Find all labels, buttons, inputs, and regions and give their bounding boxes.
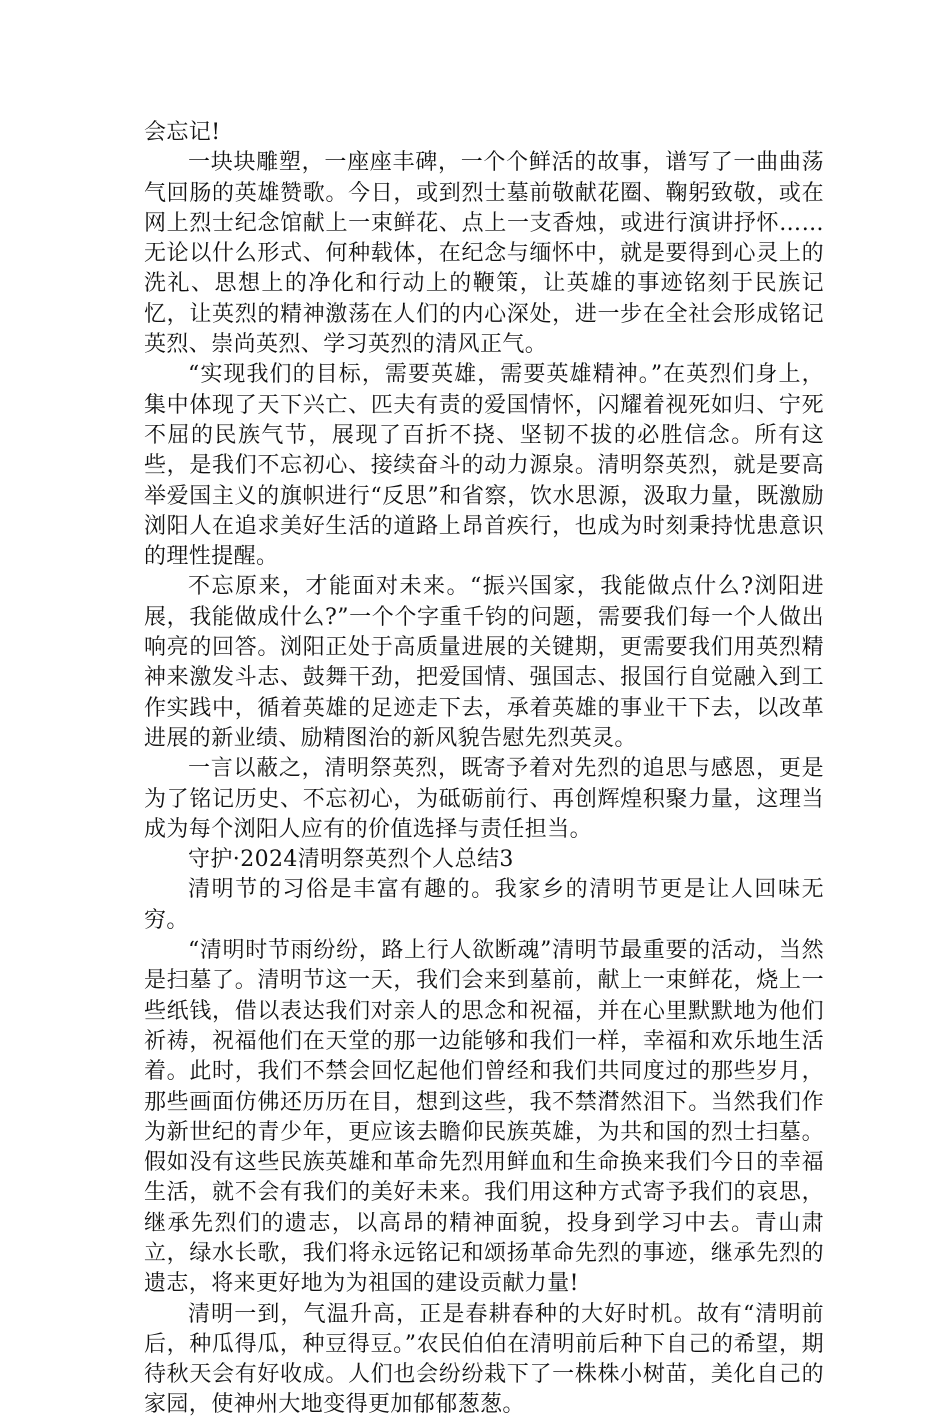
paragraph-future: 不忘原来，才能面对未来。“振兴国家，我能做点什么?浏阳进展，我能做成什么?”一个个字重千钧的问题，需要我们每一个人做出响亮的回答。浏阳正处于高质量进展的关键期，更需要我们用英烈精神来激发斗志、鼓舞干劲，把爱国情、强国志、报国行自觉融入到工作实践中，循着英雄的足迹走下去，承着英雄的事业干下去，以改革进展的新业绩、励精图治的新风貌告慰先烈英灵。 — [144, 574, 824, 751]
paragraph-continuation: 会忘记! — [144, 120, 221, 145]
paragraph-conclusion: 一言以蔽之，清明祭英烈，既寄予着对先烈的追思与感恩，更是为了铭记历史、不忘初心，为砥砺前行、再创辉煌积聚力量，这理当成为每个浏阳人应有的价值选择与责任担当。 — [144, 756, 824, 842]
document-body — [144, 118, 824, 1421]
paragraph-monuments: 一块块雕塑，一座座丰碑，一个个鲜活的故事，谱写了一曲曲荡气回肠的英雄赞歌。今日，或到烈士墓前敬献花圈、鞠躬致敬，或在网上烈士纪念馆献上一束鲜花、点上一支香烛，或进行演讲抒怀……无论以什么形式、何种载体，在纪念与缅怀中，就是要得到心灵上的洗礼、思想上的净化和行动上的鞭策，让英雄的事迹铭刻于民族记忆，让英烈的精神激荡在人们的内心深处，进一步在全社会形成铭记英烈、崇尚英烈、学习英烈的清风正气。 — [144, 150, 824, 358]
paragraph-spring-planting: 清明一到，气温升高，正是春耕春种的大好时机。故有“清明前后，种瓜得瓜，种豆得豆。”农民伯伯在清明前后种下自己的希望，期待秋天会有好收成。人们也会纷纷栽下了一株株小树苗，美化自己的家园，使神州大地变得更加郁郁葱葱。 — [144, 1301, 824, 1418]
paragraph-customs: 清明节的习俗是丰富有趣的。我家乡的清明节更是让人回味无穷。 — [144, 877, 824, 933]
paragraph-tomb-sweeping: “清明时节雨纷纷，路上行人欲断魂”清明节最重要的活动，当然是扫墓了。清明节这一天，我们会来到墓前，献上一束鲜花，烧上一些纸钱，借以表达我们对亲人的思念和祝福，并在心里默默地为他们祈祷，祝福他们在天堂的那一边能够和我们一样，幸福和欢乐地生活着。此时，我们不禁会回忆起他们曾经和我们共同度过的那些岁月，那些画面仿佛还历历在目，想到这些，我不禁潸然泪下。当然我们作为新世纪的青少年，更应该去瞻仰民族英雄，为共和国的烈士扫墓。假如没有这些民族英雄和革命先烈用鲜血和生命换来我们今日的幸福生活，就不会有我们的美好未来。我们用这种方式寄予我们的哀思，继承先烈们的遗志，以高昂的精神面貌，投身到学习中去。青山肃立，绿水长歌，我们将永远铭记和颂扬革命先烈的事迹，继承先烈的遗志，将来更好地为为祖国的建设贡献力量! — [144, 938, 824, 1297]
section-heading: 守护·2024清明祭英烈个人总结3 — [188, 847, 514, 873]
paragraph-hero-spirit: “实现我们的目标，需要英雄，需要英雄精神。”在英烈们身上，集中体现了天下兴亡、匹夫有责的爱国情怀，闪耀着视死如归、宁死不屈的民族气节，展现了百折不挠、坚韧不拔的必胜信念。所有这些，是我们不忘初心、接续奋斗的动力源泉。清明祭英烈，就是要高举爱国主义的旗帜进行“反思”和省察，饮水思源，汲取力量，既激励浏阳人在追求美好生活的道路上昂首疾行，也成为时刻秉持忧患意识的理性提醒。 — [144, 362, 824, 570]
